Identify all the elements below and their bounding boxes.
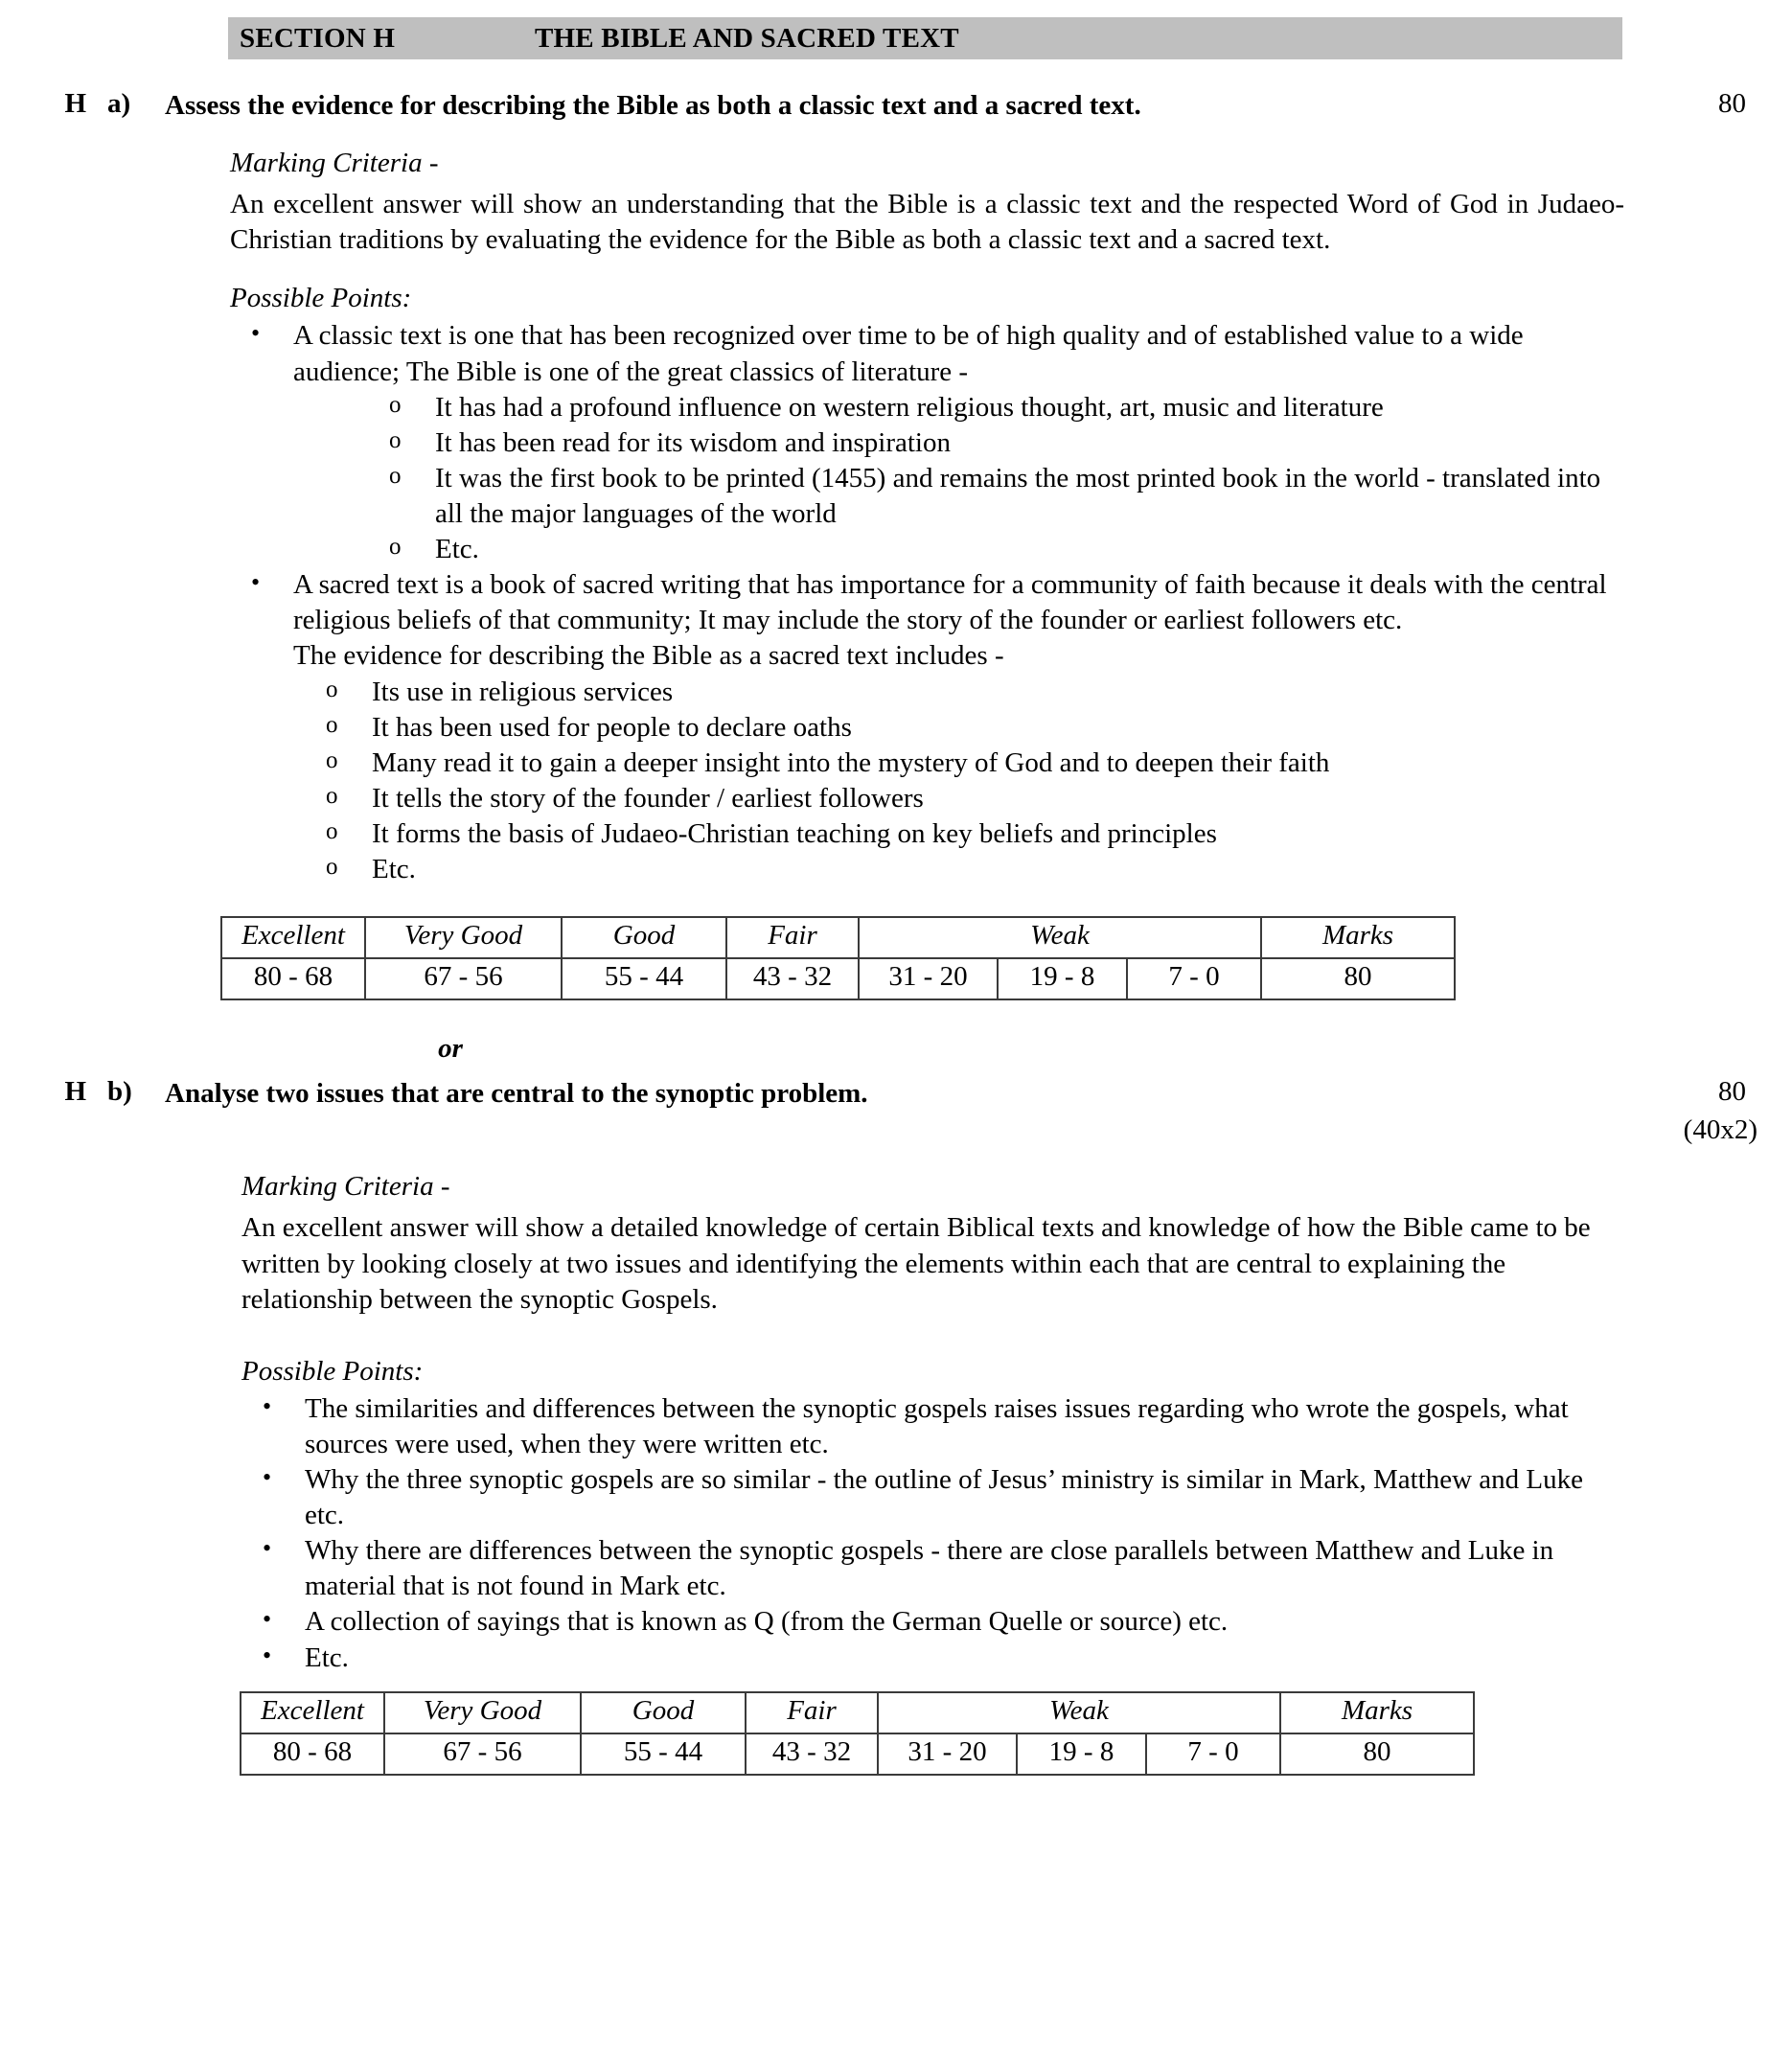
list-item-text: Etc. [372,854,416,885]
sub-bullet-icon: o [326,746,338,773]
possible-points-list-b [241,1391,1602,1676]
question-marks-b: 80 [1718,1076,1746,1108]
question-marks-breakdown-b: (40x2) [1683,1114,1758,1146]
list-item [230,746,1624,781]
list-item-text: It tells the story of the founder / earliest followers [372,782,924,814]
list-item-text: It has been used for people to declare oaths [372,711,852,743]
list-item [230,816,1624,852]
section-title: THE BIBLE AND SACRED TEXT [535,22,959,54]
possible-points-list-a [230,318,1624,638]
table-header-row [221,917,1455,958]
list-item-text: A collection of sayings that is known as Q (from the German Quelle or source) etc. [305,1606,1229,1638]
sub-bullet-icon: o [326,711,338,738]
col-header-very-good: Very Good [365,917,562,958]
possible-points-label-a: Possible Points: [230,283,412,314]
cell-very-good-range: 67 - 56 [365,958,562,999]
or-divider: or [438,1033,463,1065]
possible-points-label-b: Possible Points: [241,1355,424,1387]
list-item [230,675,1624,710]
list-item-text: It was the first book to be printed (1455) and remains the most printed book in the world - translated into all the major languages of the world [435,462,1601,530]
list-item [293,461,1624,532]
list-item-text: It has had a profound influence on western religious thought, art, music and literature [435,391,1384,423]
question-heading-b [0,1076,1792,1111]
question-a-body [230,148,1624,887]
list-item [293,532,1624,567]
list-item [241,1641,1602,1676]
question-b-body [241,1171,1602,1675]
sub-bullet-icon: o [326,676,338,702]
section-label: SECTION H [240,22,396,54]
list-item-text: The similarities and differences between the synoptic gospels raises issues regarding who wrote the gospels, what sources were used, when they were written etc. [305,1392,1569,1459]
cell-weak-range-3: 7 - 0 [1127,958,1261,999]
cell-total-marks: 80 [1261,958,1455,999]
marking-criteria-text-a: An excellent answer will show an understanding that the Bible is a classic text and the respected Word of God in Judaeo-Christian traditions by evaluating the evidence for the Bible as both a classic text and a sacred text. [230,189,1624,256]
sub-bullet-icon: o [326,782,338,809]
sub-bullet-icon: o [326,854,338,881]
section-header-bar [228,17,1622,59]
cell-very-good-range: 67 - 56 [384,1733,581,1775]
marking-criteria-text-b: An excellent answer will show a detailed knowledge of certain Biblical texts and knowledge of how the Bible came to be written by looking closely at two issues and identifying the elements within each that are central to explaining the relationship between the synoptic Gospels. [241,1212,1591,1315]
col-header-excellent: Excellent [221,917,365,958]
question-text-b: Analyse two issues that are central to the synoptic problem. [165,1078,868,1110]
list-item-text: It has been read for its wisdom and inspiration [435,426,951,458]
cell-fair-range: 43 - 32 [726,958,859,999]
list-item-text: A classic text is one that has been recognized over time to be of high quality and of established value to a wide audience; The Bible is one of the great classics of literature - [293,320,1524,387]
question-marks-a: 80 [1718,88,1746,119]
cell-weak-range-1: 31 - 20 [878,1733,1017,1775]
list-item [241,1391,1602,1462]
col-header-weak: Weak [859,917,1261,958]
question-letter-b: H [64,1076,86,1108]
list-item [230,710,1624,746]
col-header-weak: Weak [878,1692,1280,1733]
list-item [241,1462,1602,1533]
cell-weak-range-1: 31 - 20 [859,958,998,999]
question-part-b: b) [107,1076,132,1108]
marking-criteria-label-b: Marking Criteria - [241,1171,450,1203]
col-header-marks: Marks [1261,917,1455,958]
col-header-good: Good [562,917,726,958]
list-item [241,1533,1602,1604]
sacred-text-evidence-lead-in: The evidence for describing the Bible as a sacred text includes - [293,640,1004,672]
grade-table-a [220,916,1456,1000]
list-item-text: A sacred text is a book of sacred writing that has importance for a community of faith because it deals with the central religious beliefs of that community; It may include the story of the founder or earliest followers etc. [293,569,1607,636]
bullet-icon: • [263,1534,272,1563]
col-header-very-good: Very Good [384,1692,581,1733]
bullet-icon: • [263,1391,272,1420]
col-header-fair: Fair [726,917,859,958]
question-text-a: Assess the evidence for describing the Bible as both a classic text and a sacred text. [165,90,1141,121]
cell-weak-range-2: 19 - 8 [1017,1733,1146,1775]
question-letter-a: H [64,88,86,119]
grade-table-wrapper-a [220,916,1792,1000]
table-row [221,958,1455,999]
cell-excellent-range: 80 - 68 [221,958,365,999]
list-item [241,1604,1602,1640]
list-item-text: Why the three synoptic gospels are so similar - the outline of Jesus’ ministry is similar in Mark, Matthew and Luke etc. [305,1464,1583,1531]
list-item [293,425,1624,461]
question-heading-a [0,88,1792,123]
col-header-excellent: Excellent [241,1692,384,1733]
col-header-good: Good [581,1692,746,1733]
sub-bullet-icon: o [326,818,338,844]
cell-fair-range: 43 - 32 [746,1733,878,1775]
sub-bullet-icon: o [389,462,402,489]
sub-bullet-icon: o [389,426,402,453]
list-item [293,390,1624,425]
list-item [230,852,1624,887]
sub-bullet-icon: o [389,391,402,418]
list-item [230,781,1624,816]
cell-good-range: 55 - 44 [562,958,726,999]
cell-good-range: 55 - 44 [581,1733,746,1775]
bullet-icon: • [251,319,261,348]
cell-weak-range-2: 19 - 8 [998,958,1127,999]
table-header-row [241,1692,1474,1733]
bullet-icon: • [251,568,261,597]
cell-total-marks: 80 [1280,1733,1474,1775]
col-header-fair: Fair [746,1692,878,1733]
bullet-icon: • [263,1641,272,1669]
col-header-marks: Marks [1280,1692,1474,1733]
list-item-text: Why there are differences between the synoptic gospels - there are close parallels between Matthew and Luke in material that is not found in Mark etc. [305,1535,1554,1602]
list-item-text: Etc. [305,1641,349,1673]
list-item [230,318,1624,567]
list-item-text: It forms the basis of Judaeo-Christian teaching on key beliefs and principles [372,818,1217,849]
sub-list-sacred-evidence [230,675,1624,888]
sub-bullet-icon: o [389,534,402,561]
grade-table-wrapper-b [240,1691,1792,1776]
grade-table-b [240,1691,1475,1776]
cell-excellent-range: 80 - 68 [241,1733,384,1775]
list-item-text: Its use in religious services [372,676,674,707]
bullet-icon: • [263,1605,272,1634]
list-item [230,567,1624,638]
bullet-icon: • [263,1463,272,1492]
list-item-text: Etc. [435,534,479,565]
table-row [241,1733,1474,1775]
list-item-text: Many read it to gain a deeper insight into the mystery of God and to deepen their faith [372,746,1330,778]
marking-criteria-label-a: Marking Criteria - [230,148,439,179]
question-part-a: a) [107,88,131,119]
cell-weak-range-3: 7 - 0 [1146,1733,1280,1775]
sub-list [293,390,1624,568]
